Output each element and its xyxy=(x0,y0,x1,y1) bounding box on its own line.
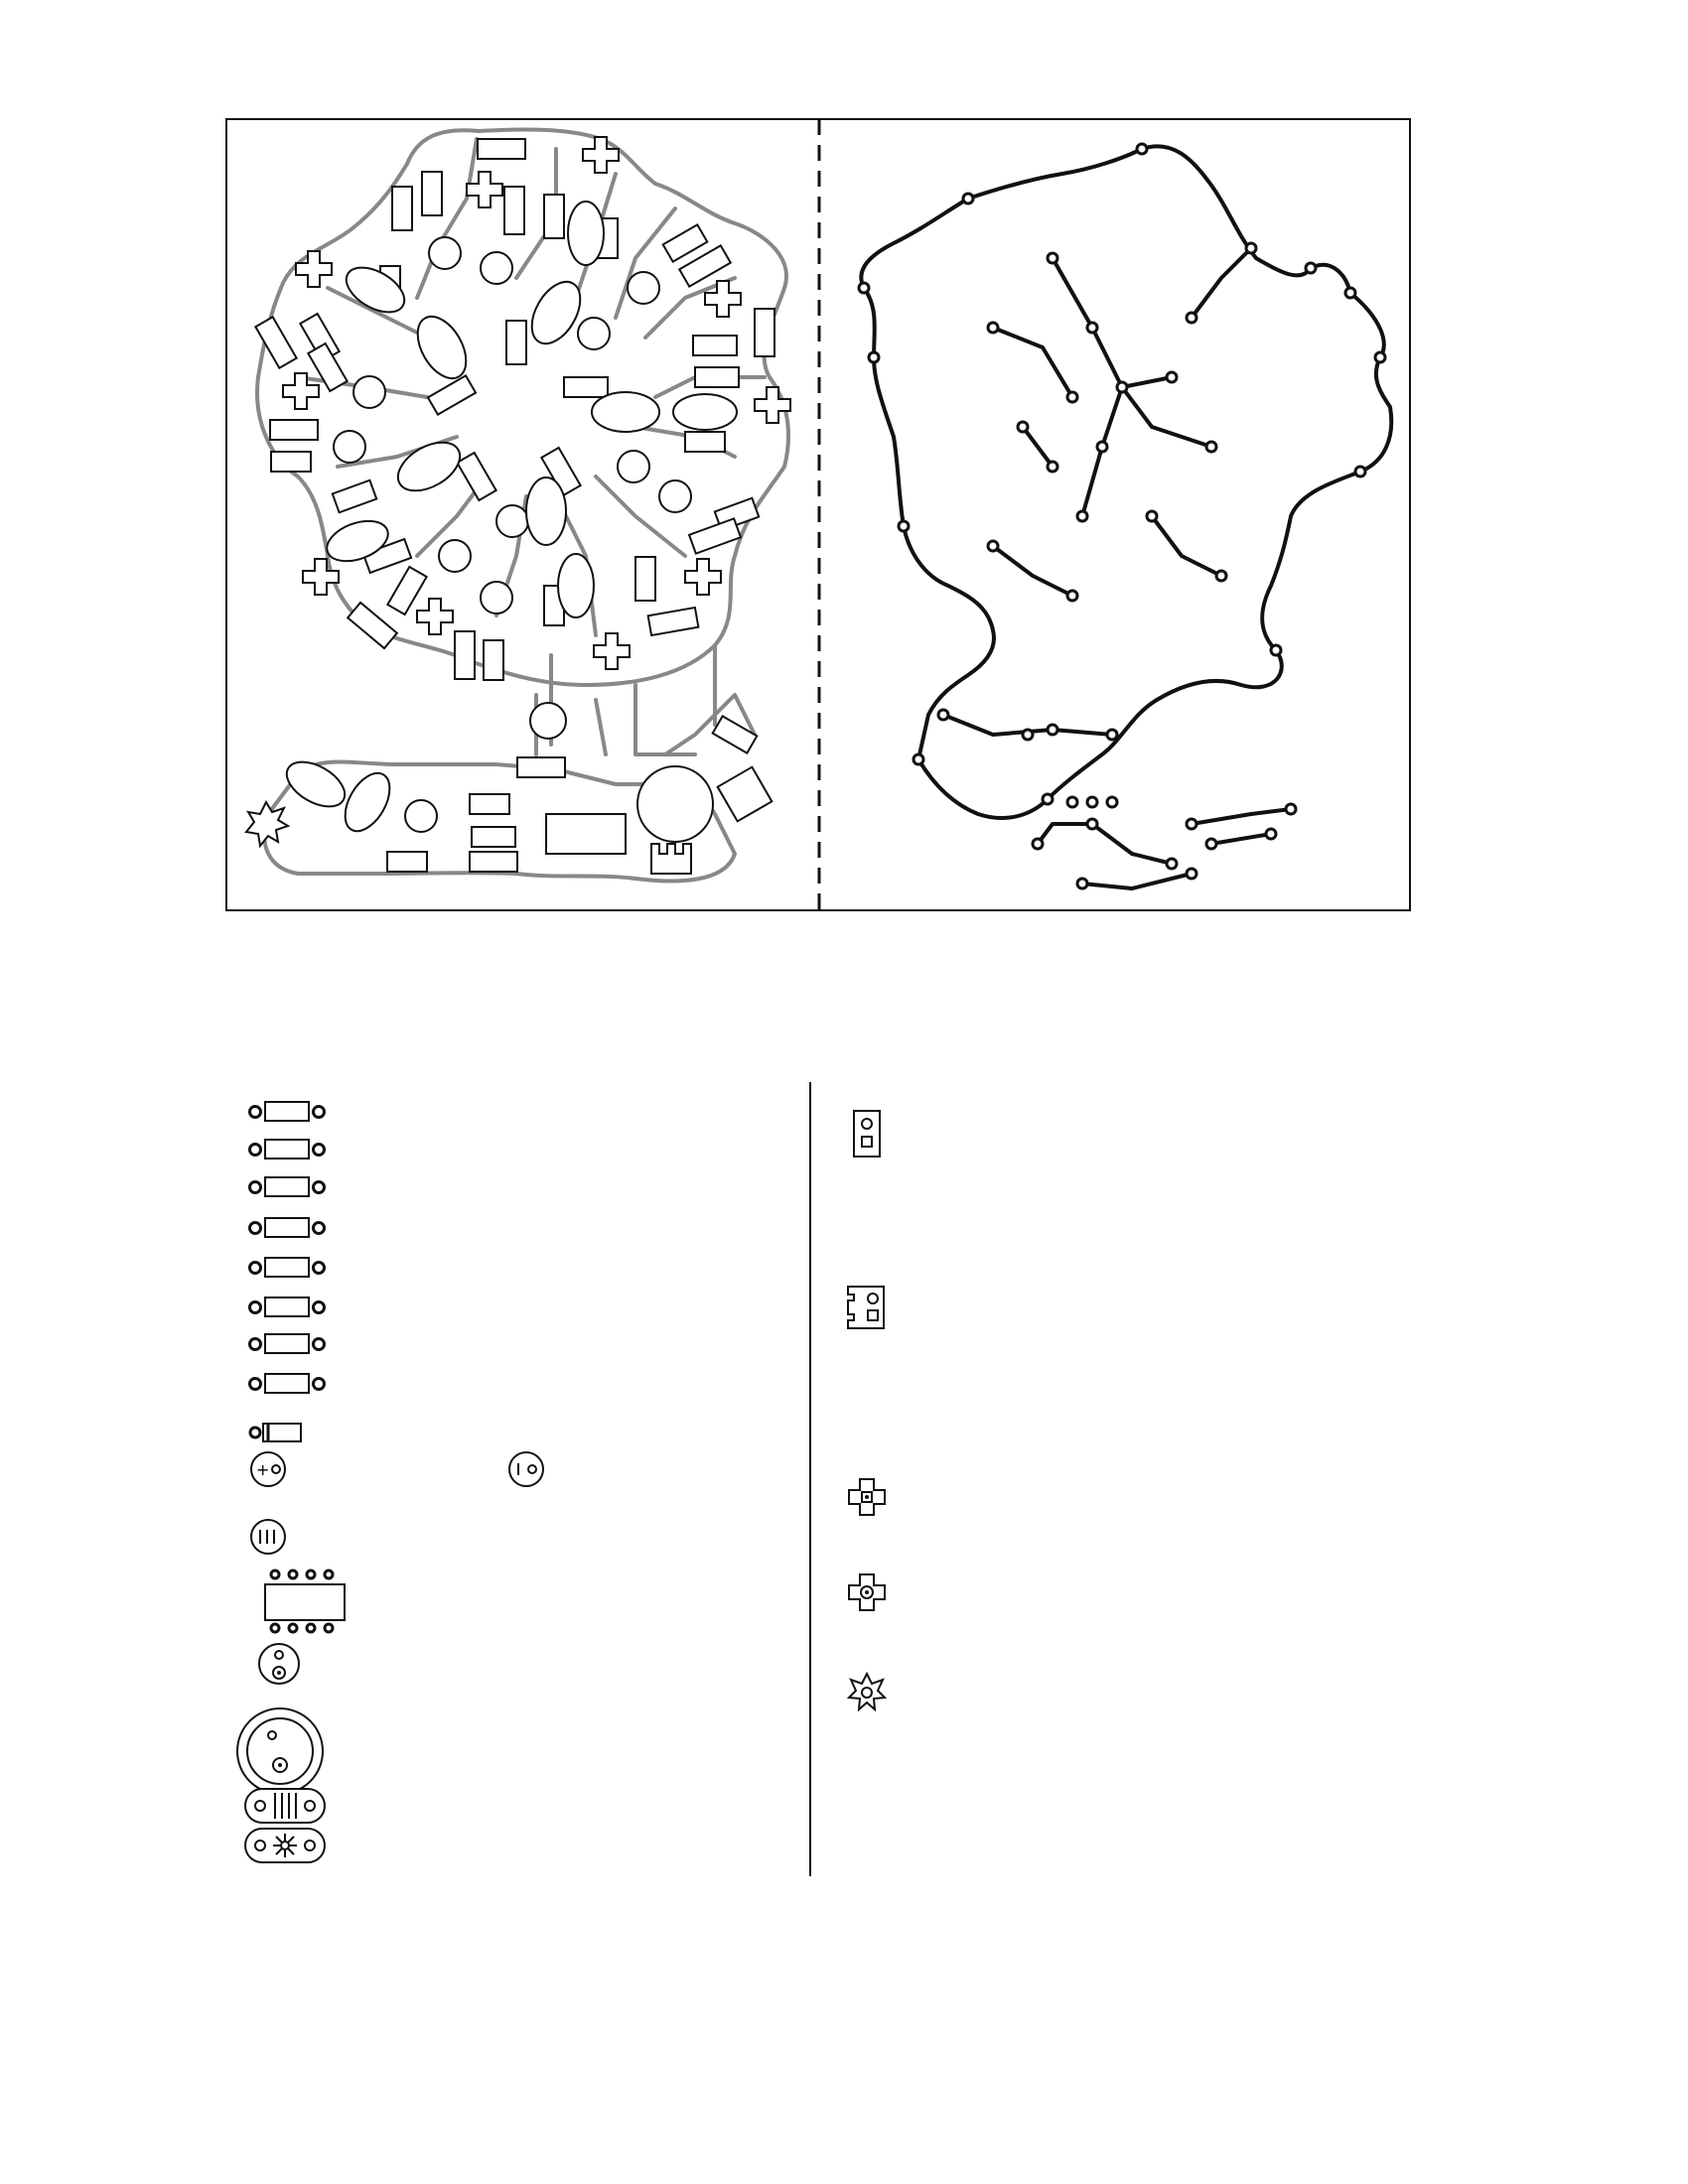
any-capacitor xyxy=(390,433,469,501)
any-capacitor xyxy=(526,478,566,545)
resistor-symbol xyxy=(248,1297,326,1317)
capacitor-470uf-symbol xyxy=(234,1706,326,1797)
resistor-2-2m-f xyxy=(635,557,655,601)
npn-transistor-symbol xyxy=(506,1449,546,1489)
weak-force-peg xyxy=(685,559,721,595)
resistor-2-2k-c xyxy=(308,343,347,391)
transistor xyxy=(659,480,691,512)
transistor xyxy=(496,505,528,537)
resistor-1m-d xyxy=(333,480,376,512)
resistor-470k-br xyxy=(648,608,699,635)
strong-force-peg xyxy=(594,633,630,669)
poly-capacitor-symbol xyxy=(243,1787,327,1825)
resistor-220k-d xyxy=(455,631,475,679)
resistor-symbol xyxy=(248,1176,326,1197)
resistor-2-2k-e xyxy=(693,336,737,355)
poly-capacitor xyxy=(336,765,398,838)
front-parts xyxy=(279,202,772,842)
back-pads xyxy=(859,144,1385,888)
resistor-row xyxy=(248,1101,336,1122)
resistor-47k-c xyxy=(271,452,311,472)
poly-capacitor xyxy=(673,394,737,430)
fet-transistor-symbol xyxy=(248,1517,288,1557)
any-capacitor-symbol xyxy=(243,1827,327,1864)
any-capacitor xyxy=(592,392,659,432)
resistor-row xyxy=(248,1373,336,1394)
resistor-470k-right xyxy=(755,309,774,356)
speaker-sensor-star xyxy=(246,802,288,846)
resistor-row xyxy=(248,1176,336,1197)
poly-capacitor xyxy=(568,202,604,265)
front-side xyxy=(246,129,790,881)
resistor-470k-top xyxy=(478,139,525,159)
transistor xyxy=(353,376,385,408)
resistor-2-2m-a xyxy=(422,172,442,215)
transistor xyxy=(481,582,512,614)
board-diagram xyxy=(0,0,1688,923)
resistor-2-2m-d xyxy=(457,453,495,500)
svg-text:+: + xyxy=(256,1460,270,1479)
chip-386-symbol xyxy=(546,814,626,854)
transistor xyxy=(628,272,659,304)
weak-force-peg-symbol xyxy=(847,1572,887,1612)
transistor xyxy=(481,252,512,284)
resistor-row xyxy=(248,1297,336,1317)
resistor-symbol xyxy=(248,1101,326,1122)
strong-force-peg xyxy=(303,559,339,595)
resistor-2-2k-a xyxy=(504,187,524,234)
strong-force-peg xyxy=(583,137,619,173)
diode-symbol xyxy=(248,1420,308,1445)
resistor-row xyxy=(248,1333,336,1354)
transistor xyxy=(439,540,471,572)
legend-divider xyxy=(809,1082,811,1876)
resistor-2-2m-e xyxy=(387,567,426,614)
speaker-jack-symbol xyxy=(651,844,691,874)
resistor-row xyxy=(248,1217,336,1238)
resistor-22k xyxy=(387,852,427,872)
resistor-2-2k-k xyxy=(472,827,515,847)
resistor-2-2m-c xyxy=(695,367,739,387)
resistor-220k-b xyxy=(270,420,318,440)
resistor-47k-a xyxy=(392,187,412,230)
resistor-4-7k-a xyxy=(517,757,565,777)
resistor-1m-h xyxy=(470,794,509,814)
resistor-4-7k-b xyxy=(470,852,517,872)
battery-clip-symbol xyxy=(852,1109,882,1159)
capacitor-10uf xyxy=(530,703,566,739)
transistor xyxy=(578,318,610,349)
resistor-2-2k-g xyxy=(564,377,608,397)
resistor-1m-c xyxy=(685,432,725,452)
chip-386-legend-symbol xyxy=(263,1567,352,1636)
transistor xyxy=(618,451,649,482)
capacitor-10uf-symbol xyxy=(256,1641,302,1687)
resistor-row xyxy=(248,1139,336,1160)
resistor-symbol xyxy=(248,1373,326,1394)
resistor-row xyxy=(248,1257,336,1278)
resistor-symbol xyxy=(248,1217,326,1238)
fet-transistor xyxy=(405,800,437,832)
resistor-symbol xyxy=(248,1333,326,1354)
resistor-220k-c xyxy=(689,518,741,553)
resistor-2-2k-d xyxy=(506,321,526,364)
weak-force-peg xyxy=(417,599,453,634)
transistor xyxy=(334,431,365,463)
resistor-symbol xyxy=(248,1257,326,1278)
speaker-lugs-symbol xyxy=(846,1283,888,1332)
strong-force-peg xyxy=(296,251,332,287)
back-side xyxy=(859,144,1391,888)
resistor-470k-bl xyxy=(348,603,397,648)
resistor-2-2m-b xyxy=(544,195,564,238)
capacitor-470uf xyxy=(637,766,713,842)
speaker-lugs xyxy=(718,767,773,822)
strong-force-peg-symbol xyxy=(847,1477,887,1517)
poly-capacitor xyxy=(558,554,594,617)
resistor-47k-e xyxy=(484,640,503,680)
transistor xyxy=(429,237,461,269)
resistor-symbol xyxy=(248,1139,326,1160)
resistor-2-2k-f xyxy=(428,375,476,414)
pnp-transistor-symbol xyxy=(248,1449,288,1489)
strong-force-peg xyxy=(755,387,790,423)
speaker-sensor-symbol xyxy=(847,1672,887,1711)
